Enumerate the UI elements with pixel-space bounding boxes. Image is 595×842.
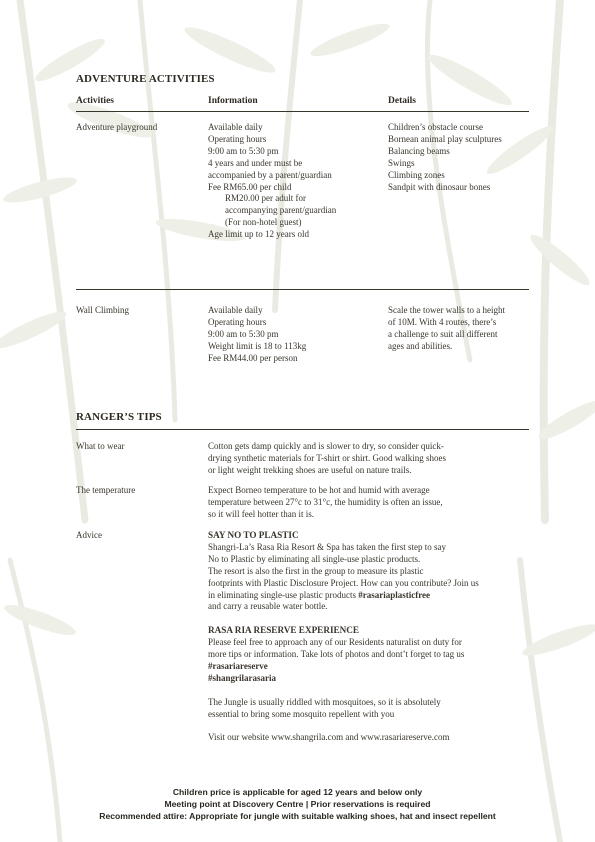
hashtag-rasariareserve: #rasariareserve <box>208 660 268 671</box>
hashtag-plastic-free: #rasariaplasticfree <box>358 589 431 600</box>
tip-line: The resort is also the first in the group to measure its plastic <box>208 565 424 576</box>
tip-line <box>208 590 479 602</box>
tip-what-to-wear-text <box>208 441 446 477</box>
tip-line: and carry a reusable water bottle. <box>208 601 328 612</box>
tip-line: Expect Borneo temperature to be hot and humid with average <box>208 485 430 495</box>
info-line: Operating hours <box>208 316 267 327</box>
website-text: Visit our website www.shangrila.com and www.rasariareserve.com <box>208 732 450 743</box>
info-line: Weight limit is 18 to 113kg <box>208 340 307 351</box>
info-line: accompanying parent/guardian <box>225 205 337 216</box>
tip-label-what-to-wear: What to wear <box>76 441 125 451</box>
column-header-activities: Activities <box>76 96 114 106</box>
footer-line-children-price: Children price is applicable for aged 12 years and below only <box>172 787 423 797</box>
tip-advice-text <box>208 530 479 744</box>
info-line: 9:00 am to 5:30 pm <box>208 145 279 156</box>
detail-line: Children’s obstacle course <box>388 122 483 132</box>
detail-line: Scale the tower walls to a height <box>388 305 505 315</box>
tip-line: or light weight trekking shoes are useful on nature trails. <box>208 464 412 475</box>
plastic-heading: SAY NO TO PLASTIC <box>208 530 299 540</box>
tip-line: drying synthetic materials for T-shirt or shirt. Good walking shoes <box>208 452 446 463</box>
tip-line: Shangri-La’s Rasa Ria Resort & Spa has taken the first step to say <box>208 541 446 552</box>
column-header-information: Information <box>208 96 258 106</box>
detail-line: Sandpit with dinosaur bones <box>388 181 491 192</box>
detail-line: Bornean animal play sculptures <box>388 133 502 144</box>
footer-line-meeting-point: Meeting point at Discovery Centre | Prior reservations is required <box>164 799 431 809</box>
adventure-section-title: ADVENTURE ACTIVITIES <box>76 73 215 85</box>
reserve-heading: RASA RIA RESERVE EXPERIENCE <box>208 625 360 636</box>
ranger-tips-title: RANGER’S TIPS <box>76 411 162 423</box>
tip-line: The Jungle is usually riddled with mosquitoes, so it is absolutely <box>208 696 441 707</box>
info-line: Fee RM44.00 per person <box>208 352 298 363</box>
detail-line: Swings <box>388 157 415 168</box>
tip-label-advice: Advice <box>76 530 102 540</box>
activity-name-wall-climbing: Wall Climbing <box>76 305 130 315</box>
tip-line: temperature between 27°c to 31°c, the humidity is often an issue, <box>208 496 443 507</box>
info-line: (For non-hotel guest) <box>225 217 302 228</box>
tip-line: so it will feel hotter than it is. <box>208 508 314 519</box>
info-line: RM20.00 per adult for <box>225 193 306 204</box>
detail-line: Balancing beams <box>388 145 450 156</box>
info-line: accompanied by a parent/guardian <box>208 169 332 180</box>
footer-line-attire: Recommended attire: Appropriate for jungle with suitable walking shoes, hat and insect repellent <box>99 811 496 821</box>
row-divider <box>76 289 529 290</box>
detail-line: Climbing zones <box>388 169 445 180</box>
detail-line: ages and abilities. <box>388 340 453 351</box>
tip-line: footprints with Plastic Disclosure Project. How can you contribute? Join us <box>208 577 479 588</box>
info-line: Fee RM65.00 per child <box>208 181 292 192</box>
tip-line: more tips or information. Take lots of photos and dont’t forget to tag us <box>208 649 465 660</box>
tip-line: essential to bring some mosquito repellent with you <box>208 708 395 719</box>
hashtag-shangrilarasaria: #shangrilarasaria <box>208 672 277 683</box>
tip-line: Please feel free to approach any of our Residents naturalist on duty for <box>208 637 462 648</box>
info-line: 4 years and under must be <box>208 157 303 168</box>
footer-notes <box>0 786 595 822</box>
info-line: Operating hours <box>208 133 267 144</box>
ranger-tips-divider <box>76 429 529 430</box>
tip-label-temperature: The temperature <box>76 485 136 495</box>
activity-name-playground: Adventure playground <box>76 122 158 132</box>
tip-temperature-text <box>208 485 443 521</box>
info-line: Age limit up to 12 years old <box>208 229 309 240</box>
playground-information <box>208 122 336 241</box>
detail-line: a challenge to suit all different <box>388 328 498 339</box>
tip-line: No to Plastic by eliminating all single-use plastic products. <box>208 553 421 564</box>
wall-climbing-details <box>388 305 505 353</box>
detail-line: of 10M. With 4 routes, there’s <box>388 316 497 327</box>
info-line: Available daily <box>208 305 263 315</box>
tip-text: in eliminating single-use plastic products <box>208 589 359 600</box>
wall-climbing-information <box>208 305 306 365</box>
tip-line: Cotton gets damp quickly and is slower to dry, so consider quick- <box>208 441 444 451</box>
info-line: 9:00 am to 5:30 pm <box>208 328 279 339</box>
header-divider <box>76 111 529 112</box>
info-line: Available daily <box>208 122 263 132</box>
column-header-details: Details <box>388 96 416 106</box>
playground-details <box>388 122 502 193</box>
